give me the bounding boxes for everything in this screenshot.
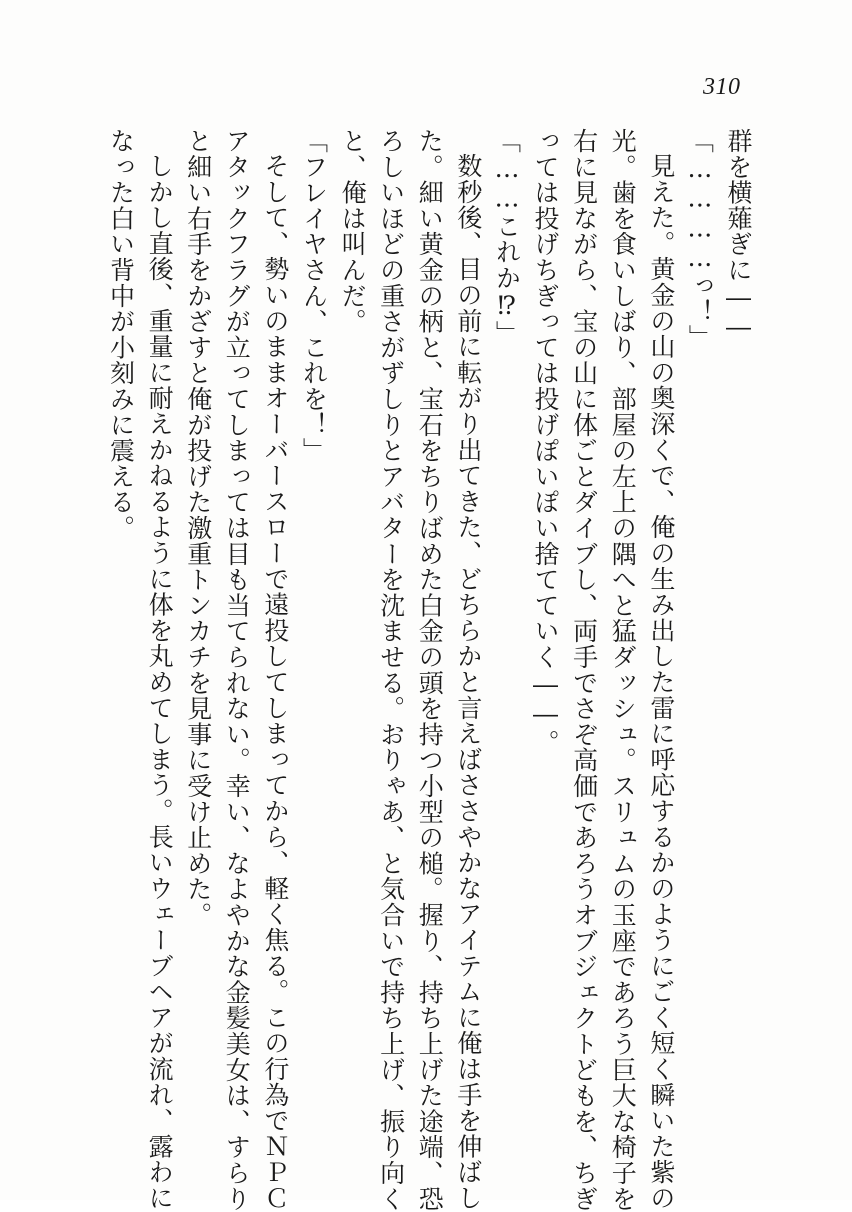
- text-line: 右に見ながら、宝の山に体ごとダイブし、両手でさぞ高価であろうオブジェクトどもを、ちぎ: [569, 128, 599, 1212]
- text-line: そして、勢いのままオーバースローで遠投してしまってから、軽く焦る。この行為でＮＰＣ: [260, 153, 290, 1211]
- text-line: 群を横薙ぎに――: [724, 128, 753, 343]
- text-line: しかし直後、重量に耐えかねるように体を丸めてしまう。長いウェーブヘアが流れ、露わに: [145, 153, 175, 1211]
- text-line: と細い右手をかざすと俺が投げた激重トンカチを見事に受け止めた。: [183, 128, 213, 928]
- text-line: た。細い黄金の柄と、宝石をちりばめた白金の頭を持つ小型の槌。握り、持ち上げた途端、恐: [415, 128, 445, 1212]
- text-line: っては投げちぎっては投げぽいぽい捨てていく――。: [531, 128, 561, 756]
- body-text-vertical: [101, 128, 757, 1212]
- text-line: 見えた。黄金の山の奥深くで、俺の生み出した雷に呼応するかのようにごく短く瞬いた紫の: [646, 153, 676, 1211]
- text-line: 「……これか⁉」: [492, 128, 522, 347]
- page-number: 310: [703, 74, 741, 100]
- text-line: アタックフラグが立ってしまっては目も当てられない。幸い、なよやかな金髪美女は、すらり: [222, 128, 252, 1212]
- text-line: 光。歯を食いしばり、部屋の左上の隅へと猛ダッシュ。スリュムの玉座であろう巨大な椅子を: [608, 128, 638, 1212]
- text-line: 数秒後、目の前に転がり出てきた、どちらかと言えばささやかなアイテムに俺は手を伸ばし: [453, 153, 483, 1211]
- text-line: ろしいほどの重さがずしりとアバターを沈ませる。おりゃあ、と気合いで持ち上げ、振り向く: [376, 128, 406, 1212]
- text-line: 「…………っ！」: [685, 128, 715, 351]
- text-line: なった白い背中が小刻みに震える。: [106, 128, 136, 541]
- text-line: と、俺は叫んだ。: [338, 128, 368, 335]
- text-line: 「フレイヤさん、これを！」: [299, 128, 329, 464]
